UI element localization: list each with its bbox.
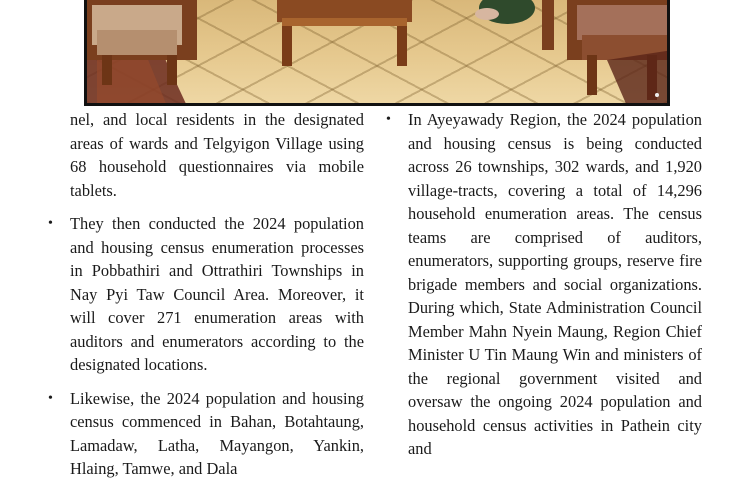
photo-corner-mark (655, 93, 659, 97)
bullet-text: In Ayeyawady Region, the 2024 population and housing census is being conducted across 26 townships, 302 wards, and 1,920 village-tracts, covering a total of 14,296 household enumeration areas. The census teams are comprised of auditors, enumerators, supporting groups, reserve fire brigade members and social organizations. During which, State Administration Council Member Mahn Nyein Maung, Region Chief Minister U Tin Maung Win and ministers of the regional government visited and oversaw the ongoing 2024 population and household census activities in Pathein city and (408, 110, 702, 458)
bullet-item (386, 108, 702, 461)
photo-of-living-room (87, 0, 670, 106)
bullet-icon: • (386, 112, 391, 127)
bullet-item (48, 387, 364, 481)
bullet-item (48, 212, 364, 377)
bullet-icon: • (48, 216, 53, 231)
bullet-text: Likewise, the 2024 population and housing census commenced in Bahan, Botahtaung, Lamadaw, Latha, Mayangon, Yankin, Hlaing, Tamwe, and Dala (70, 388, 364, 478)
news-photo (84, 0, 670, 106)
paragraph-text: nel, and local residents in the designated areas of wards and Telgyigon Village using 68 household questionnaires via mobile tablets. (70, 110, 364, 200)
left-column (48, 108, 364, 491)
continued-paragraph (48, 108, 364, 202)
bullet-text: They then conducted the 2024 population and housing census enumeration processes in Pobbathiri and Ottrathiri Townships in Nay Pyi Taw Council Area. Moreover, it will cover 271 enumeration areas with auditors and enumerators according to the designated locations. (70, 214, 364, 374)
right-column (386, 108, 702, 471)
bullet-icon: • (48, 390, 53, 406)
